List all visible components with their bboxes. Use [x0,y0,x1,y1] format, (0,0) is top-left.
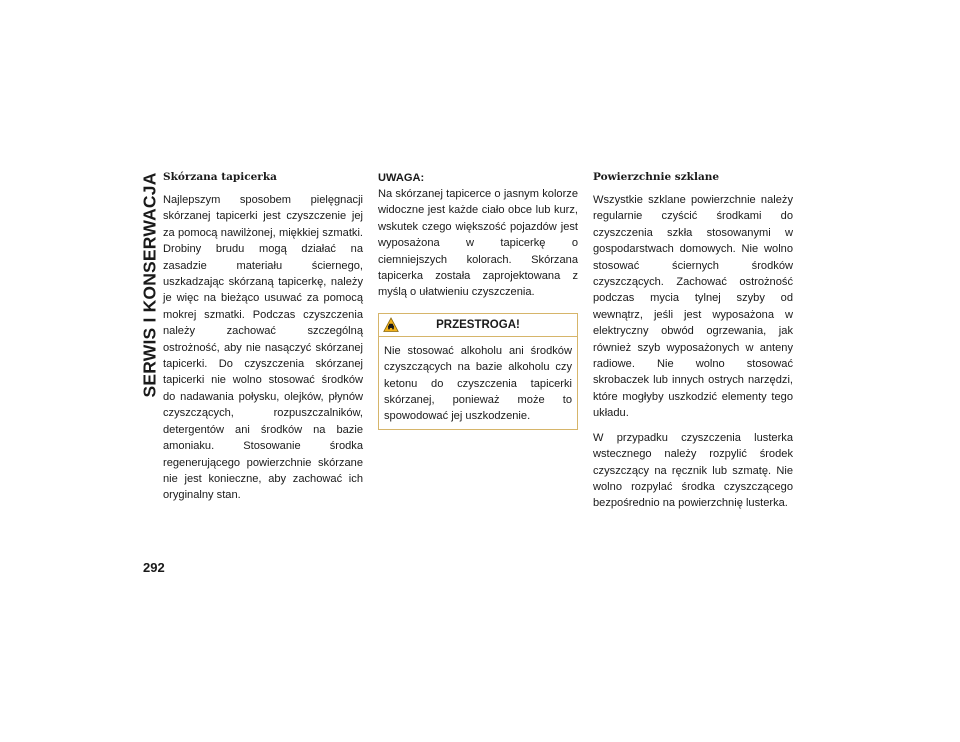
glass-paragraph-1: Wszystkie szklane powierzchnie należy regularnie czyścić środkami do czyszczenia szkła stosowanymi w gospodarstwach domowych. Nie wolno stosować ściernych środków czyszczących. Zachować ostrożność podczas mycia tylnej szyby od wewnątrz, jeśli jest wyposażona w elektryczny obwód ogrzewania, jak również szyb wyposażonych w anteny radiowe. Nie wolno stosować skrobaczek lub innych ostrych narzędzi, które mogłyby uszkodzić elementy tego układu. [593,194,793,420]
section-heading-glass: Powierzchnie szklane [593,171,720,183]
column-leather-upholstery [163,170,363,512]
glass-paragraph-2: W przypadku czyszczenia lusterka wstecznego należy rozpylić środek czyszczący na ręcznik lub szmatę. Nie wolno rozpylać środka czyszczącego bezpośrednio na powierzchnię lusterka. [593,431,793,510]
note-body: Na skórzanej tapicerce o jasnym kolorze widoczne jest każde ciało obce lub kurz, wskutek czego większość pojazdów jest wyposażona w tapicerkę o ciemniejszych kolorach. Skórzana tapicerka została zaprojektowana z myślą o ułatwieniu czyszczenia. [378,188,578,299]
section-heading-leather: Skórzana tapicerka [163,171,277,183]
note-title: UWAGA: [378,172,425,184]
warning-box [378,313,578,430]
chapter-side-title-text: SERWIS I KONSERWACJA [139,172,160,398]
warning-triangle-icon [383,317,399,333]
warning-header [379,314,577,337]
page-number: 292 [143,560,165,575]
leather-paragraph: Najlepszym sposobem pielęgnacji skórzanej tapicerki jest czyszczenie jej za pomocą nawilżonej, miękkiej szmatki. Drobiny brudu mogą działać na zasadzie materiału ściernego, uszkadzając skórzaną tapicerkę, należy je więc na bieżąco usuwać za pomocą mokrej szmatki. Podczas czyszczenia należy zachować szczególną ostrożność, aby nie nasączyć skórzanej tapicerki. Do czyszczenia skórzanej tapicerki nie wolno stosować środków do nadawania połysku, olejków, płynów czyszczących, rozpuszczalników, detergentów ani środków na bazie amoniaku. Stosowanie środka regenerującego powierzchnie skórzane nie jest konieczne, aby zachować ich oryginalny stan. [163,194,363,502]
column-note-warning [378,170,578,430]
column-glass-surfaces [593,170,793,520]
warning-text: Nie stosować alkoholu ani środków czyszczących na bazie alkoholu czy ketonu do czyszczenia tapicerki skórzanej, ponieważ może to spowodować jej uszkodzenie. [384,344,572,423]
warning-title: PRZESTROGA! [436,318,520,331]
